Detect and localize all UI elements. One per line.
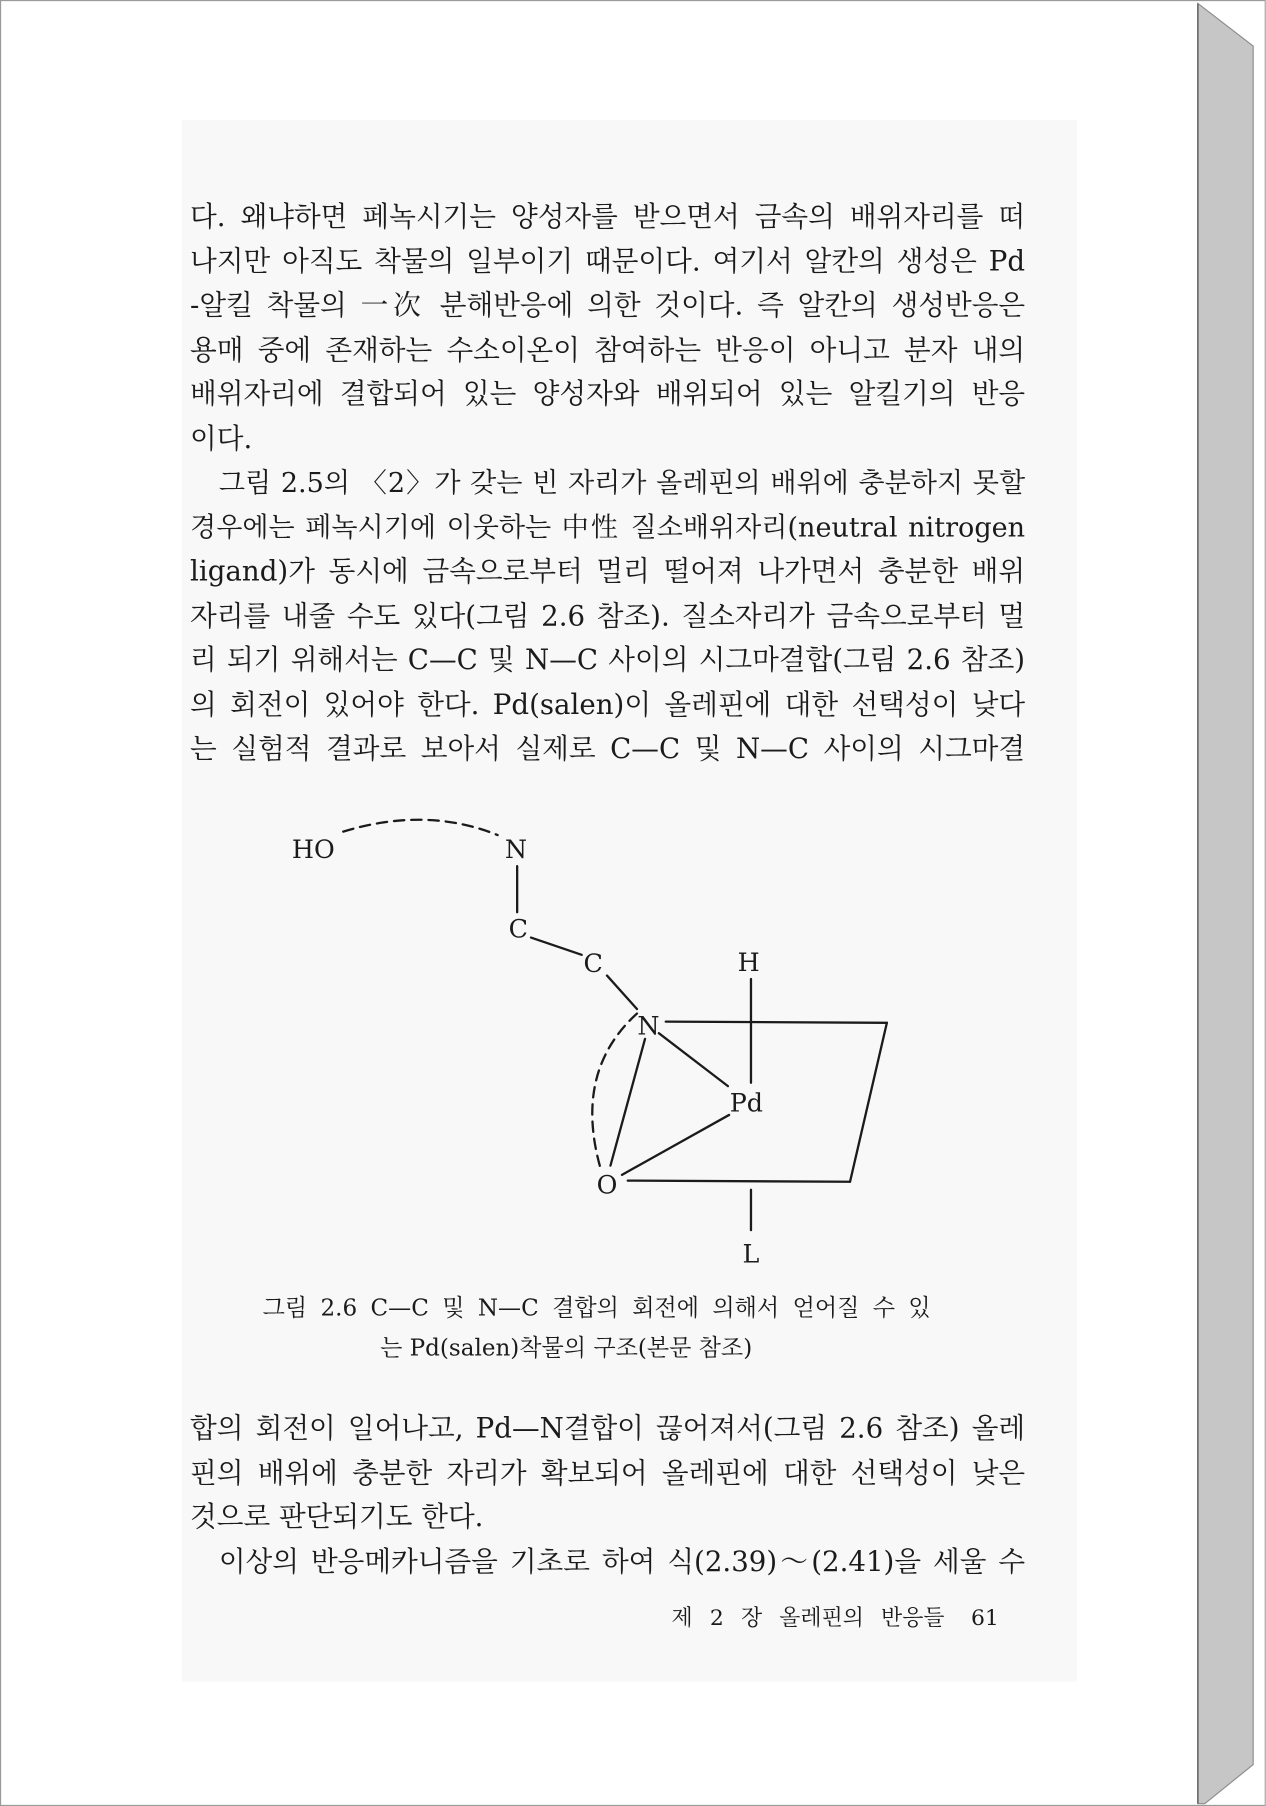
text-line: 는 실험적 결과로 보아서 실제로 C—C 및 N—C 사이의 시그마결 bbox=[190, 732, 1026, 765]
text-line: 용매 중에 존재하는 수소이온이 참여하는 반응이 아니고 분자 내의 bbox=[190, 333, 1026, 366]
text-line: 나지만 아직도 착물의 일부이기 때문이다. 여기서 알칸의 생성은 Pd bbox=[190, 244, 1026, 278]
text-line: 리 되기 위해서는 C—C 및 N—C 사이의 시그마결합(그림 2.6 참조) bbox=[190, 643, 1026, 677]
page-number: 61 bbox=[970, 1605, 999, 1631]
text-line: 그림 2.5의 〈2〉가 갖는 빈 자리가 올레핀의 배위에 충분하지 못할 bbox=[218, 466, 1026, 499]
figure-caption-line: 는 Pd(salen)착물의 구조(본문 참조) bbox=[380, 1333, 753, 1362]
atom-l-label: L bbox=[742, 1238, 760, 1269]
atom-pd-label: Pd bbox=[729, 1087, 763, 1118]
text-line: 핀의 배위에 충분한 자리가 확보되어 올레핀에 대한 선택성이 낮은 bbox=[190, 1456, 1026, 1489]
text-line: 이상의 반응메카니즘을 기초로 하여 식(2.39)～(2.41)을 세울 수 bbox=[218, 1545, 1026, 1578]
text-line: 이다. bbox=[190, 422, 253, 455]
text-line: ligand)가 동시에 금속으로부터 멀리 떨어져 나가면서 충분한 배위 bbox=[190, 555, 1026, 588]
atom-ho-label: HO bbox=[291, 834, 335, 865]
running-head: 제 2 장 올레핀의 반응들 bbox=[671, 1605, 945, 1631]
figure-caption-line: 그림 2.6 C—C 및 N—C 결합의 회전에 의해서 얻어질 수 있 bbox=[262, 1293, 931, 1322]
atom-n-coord-label: N bbox=[637, 1010, 660, 1041]
body-text-before-figure bbox=[190, 195, 1025, 771]
text-line: 배위자리에 결합되어 있는 양성자와 배위되어 있는 알킬기의 반응 bbox=[190, 377, 1026, 411]
atom-h-label: H bbox=[737, 946, 760, 977]
atom-c-lower-label: C bbox=[583, 948, 603, 979]
body-text-after-figure bbox=[190, 1406, 1025, 1583]
text-line: 경우에는 페녹시기에 이웃하는 中性 질소배위자리(neutral nitrogen bbox=[190, 510, 1026, 544]
atom-o-label: O bbox=[596, 1169, 618, 1200]
text-line: 합의 회전이 일어나고, Pd—N결합이 끊어져서(그림 2.6 참조) 올레 bbox=[190, 1412, 1026, 1445]
text-line: 것으로 판단되기도 한다. bbox=[190, 1500, 484, 1534]
atom-c-upper-label: C bbox=[508, 913, 529, 944]
book-edge bbox=[1198, 3, 1253, 1803]
text-line: 다. 왜냐하면 페녹시기는 양성자를 받으면서 금속의 배위자리를 떠 bbox=[190, 200, 1026, 233]
text-line: 의 회전이 있어야 한다. Pd(salen)이 올레핀에 대한 선택성이 낮다 bbox=[190, 688, 1026, 721]
atom-n-top-label: N bbox=[504, 834, 528, 865]
text-line: 자리를 내줄 수도 있다(그림 2.6 참조). 질소자리가 금속으로부터 멀 bbox=[190, 599, 1026, 632]
text-line: -알킬 착물의 一次 분해반응에 의한 것이다. 즉 알칸의 생성반응은 bbox=[190, 289, 1026, 322]
